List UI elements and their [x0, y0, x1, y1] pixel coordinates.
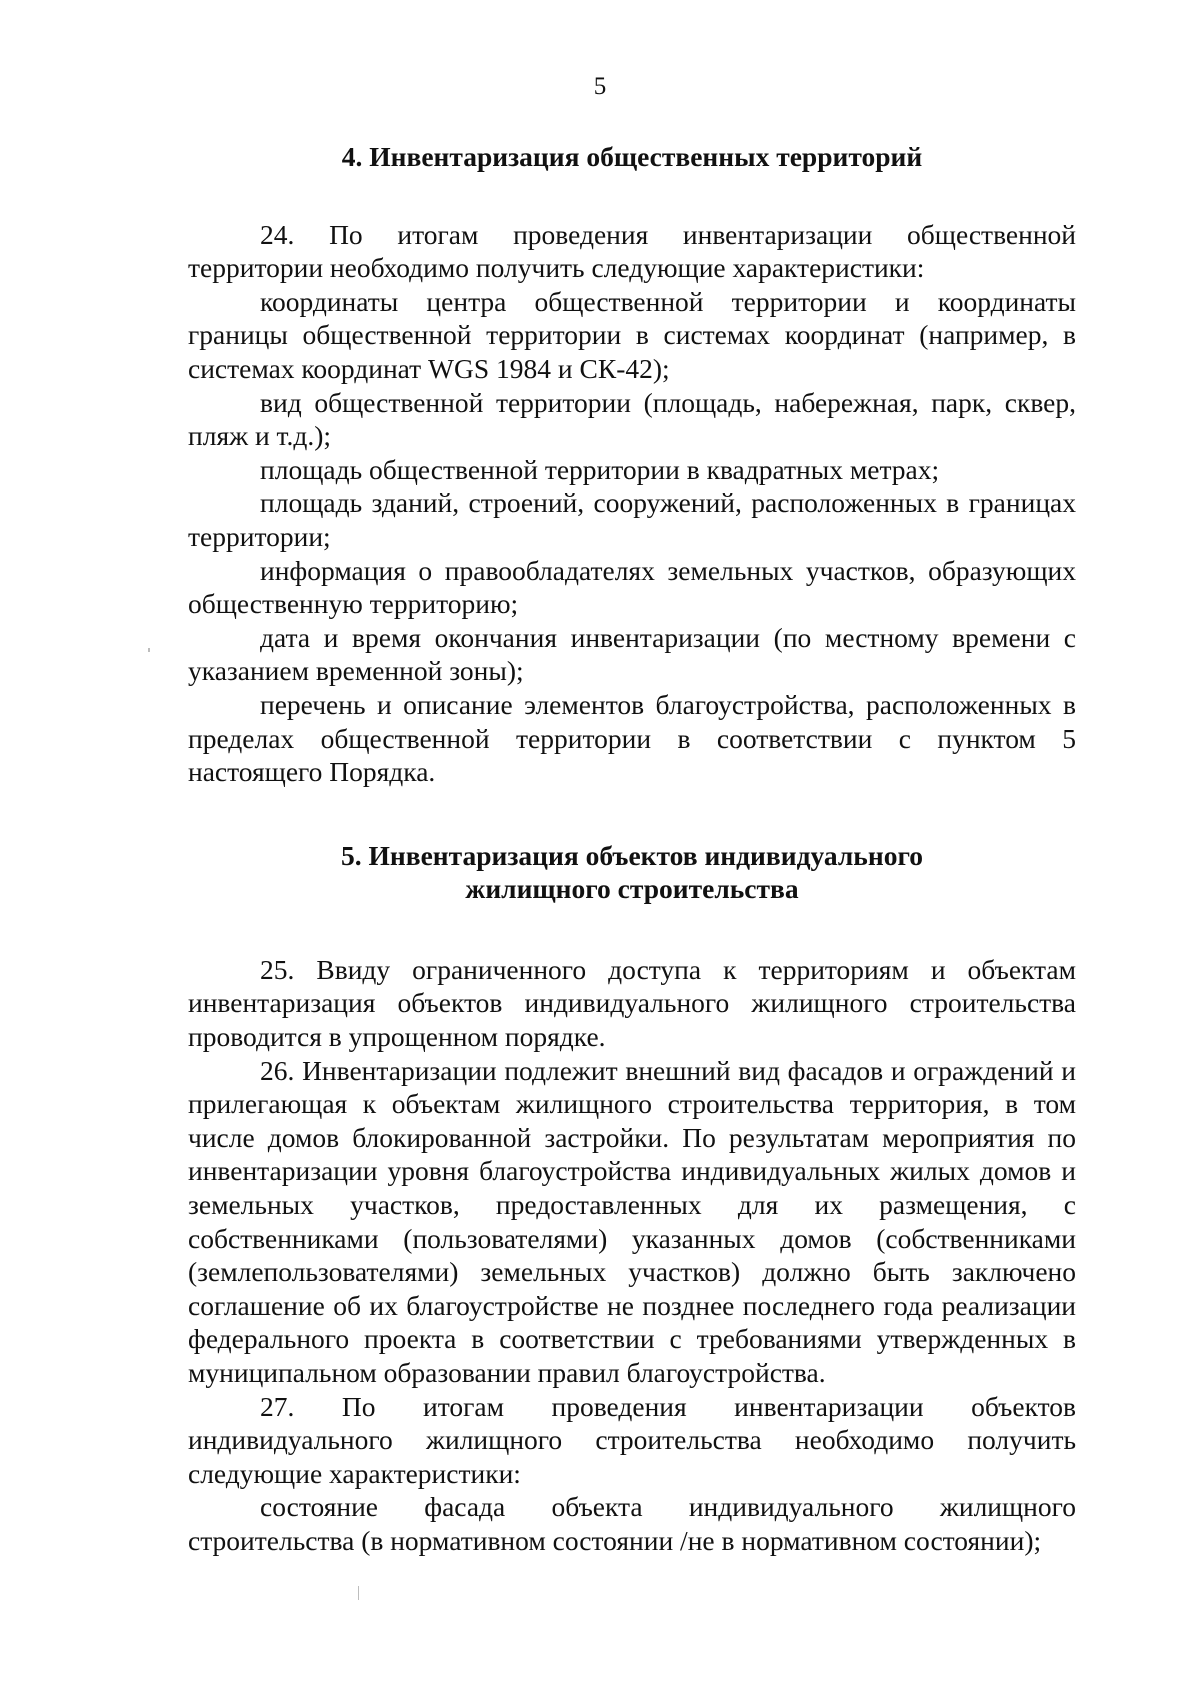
section-5-title — [188, 839, 1076, 906]
paragraph-territory-area: площадь общественной территории в квадратных метрах; — [260, 453, 940, 485]
paragraph-date-time: дата и время окончания инвентаризации (по местному времени с указанием временной зоны); — [188, 621, 1076, 687]
paragraph-buildings-area: площадь зданий, строений, сооружений, расположенных в границах территории; — [188, 487, 1076, 552]
section-5-title-line-2: жилищного строительства — [465, 873, 799, 905]
paragraph-coordinates: координаты центра общественной территории и координаты границы общественной территории в системах координат (например, в системах координат WGS 1984 и СК-42); — [188, 285, 1076, 384]
section-5-title-line-1: 5. Инвентаризация объектов индивидуального — [341, 839, 923, 871]
paragraph-25: 25. Ввиду ограниченного доступа к территориям и объектам инвентаризация объектов индивидуального жилищного строительства проводится в упрощенном порядке. — [188, 953, 1076, 1053]
scan-artifact-mark — [148, 648, 150, 652]
scan-artifact-mark — [358, 1586, 359, 1600]
spacer — [188, 174, 1076, 218]
paragraph-26: 26. Инвентаризации подлежит внешний вид фасадов и ограждений и прилегающая к объектам жилищного строительства территория, в том числе домов блокированной застройки. По результатам мероприятия по инвентаризации уровня благоустройства индивидуальных жилых домов и земельных участков, предоставленных для их размещения, с собственниками (пользователями) указанных домов (собственниками (землепользователями) земельных участков) должно быть заключено соглашение об их благоустройстве не позднее последнего года реализации федерального проекта в соответствии с требованиями утвержденных в муниципальном образовании правил благоустройства. — [188, 1054, 1076, 1388]
paragraph-facade-state: состояние фасада объекта индивидуального жилищного строительства (в нормативном состоянии /не в нормативном состоянии); — [188, 1491, 1076, 1556]
paragraph-elements-list: перечень и описание элементов благоустройства, расположенных в пределах общественной территории в соответствии с пунктом 5 настоящего Порядка. — [188, 688, 1076, 788]
page-number: 5 — [593, 73, 607, 100]
paragraph-territory-type: вид общественной территории (площадь, набережная, парк, сквер, пляж и т.д.); — [188, 386, 1076, 452]
paragraph-rights-holders: информация о правообладателях земельных участков, образующих общественную территорию; — [188, 554, 1076, 620]
section-4-title: 4. Инвентаризация общественных территорий — [341, 141, 923, 172]
spacer — [188, 906, 1076, 953]
document-body — [188, 140, 1076, 1558]
paragraph-24: 24. По итогам проведения инвентаризации общественной территории необходимо получить следующие характеристики: — [188, 218, 1076, 284]
spacer — [188, 789, 1076, 839]
paragraph-27: 27. По итогам проведения инвентаризации объектов индивидуального жилищного строительства необходимо получить следующие характеристики: — [188, 1390, 1076, 1489]
